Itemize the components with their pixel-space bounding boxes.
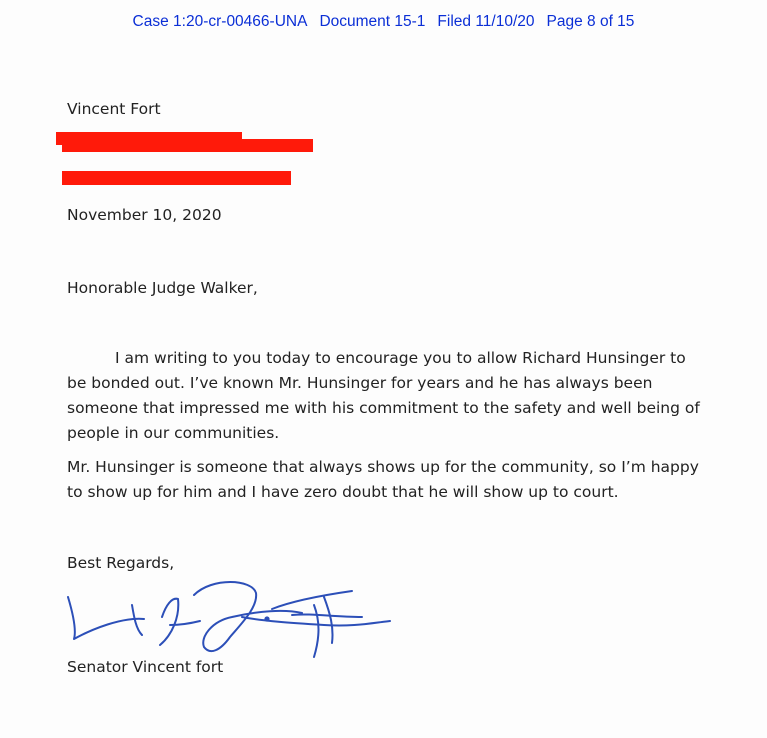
salutation: Honorable Judge Walker, [67,279,258,297]
redaction-bar [62,171,291,185]
document-number: Document 15-1 [319,13,426,30]
paragraph-line: people in our communities. [67,424,280,442]
paragraph-line: I am writing to you today to encourage you to allow Richard Hunsinger to [115,349,686,367]
paragraph-line: to show up for him and I have zero doubt that he will show up to court. [67,483,619,501]
page-number: Page 8 of 15 [546,13,635,30]
redaction-bar [62,139,313,152]
paragraph-line: Mr. Hunsinger is someone that always shows up for the community, so I’m happy [67,458,699,476]
paragraph-1 [67,346,700,446]
paragraph-line: be bonded out. I’ve known Mr. Hunsinger for years and he has always been [67,374,653,392]
signature-name: Senator Vincent fort [67,658,224,676]
case-header [0,13,767,31]
closing: Best Regards, [67,554,175,572]
filed-date: Filed 11/10/20 [437,13,535,30]
handwritten-signature [62,577,392,662]
case-number: Case 1:20-cr-00466-UNA [132,13,308,30]
paragraph-2 [67,455,699,505]
paragraph-line: someone that impressed me with his commitment to the safety and well being of [67,399,700,417]
sender-name: Vincent Fort [67,100,161,118]
letter-date: November 10, 2020 [67,206,222,224]
